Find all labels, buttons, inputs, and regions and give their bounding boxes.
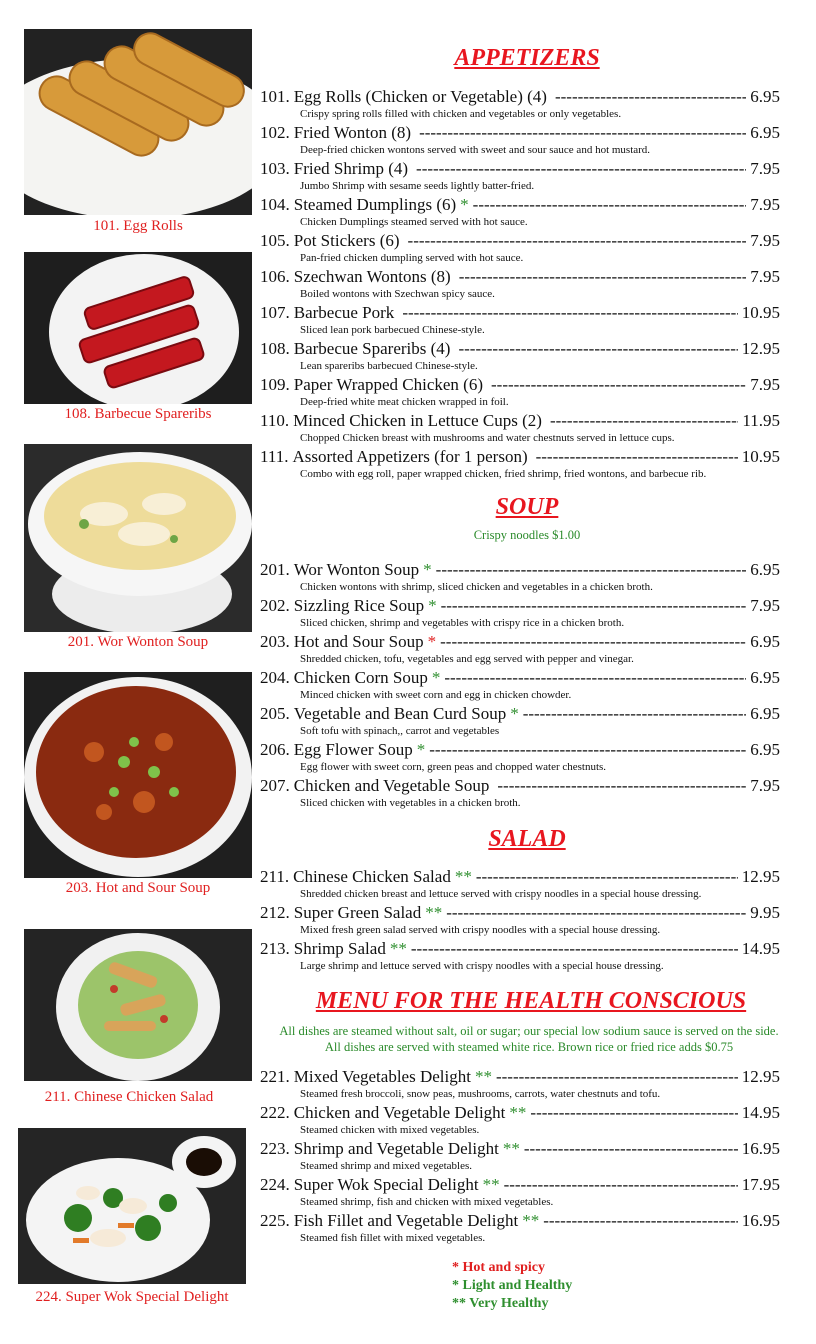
leader-dots: [444, 668, 746, 688]
item-marker: **: [509, 1103, 527, 1122]
menu-item-101: [260, 87, 780, 121]
chinese-chicken-salad-photo: [24, 929, 252, 1081]
menu-item-line: [260, 939, 780, 959]
item-number: 107.: [260, 303, 290, 322]
menu-item-line: [260, 195, 780, 215]
item-name: Vegetable and Bean Curd Soup: [293, 704, 507, 723]
item-marker: **: [482, 1175, 500, 1194]
item-name: Assorted Appetizers (for 1 person): [292, 447, 528, 466]
item-marker: *: [416, 740, 426, 759]
spareribs-photo: [24, 252, 252, 404]
legend-light-healthy: * Light and Healthy: [452, 1278, 573, 1293]
item-price: 6.95: [750, 123, 780, 142]
leader-dots: [496, 1067, 738, 1087]
menu-item-line: [260, 1175, 780, 1195]
leader-dots: [555, 87, 746, 107]
menu-item-106: [260, 267, 780, 301]
menu-item-103: [260, 159, 780, 193]
item-description: Steamed shrimp and mixed vegetables.: [300, 1160, 472, 1172]
leader-dots: [458, 339, 737, 359]
egg-rolls-image: [24, 29, 252, 215]
leader-dots: [504, 1175, 738, 1195]
menu-item-221: [260, 1067, 780, 1101]
item-price: 10.95: [741, 447, 780, 466]
leader-dots: [429, 740, 746, 760]
menu-item-line: [260, 1139, 780, 1159]
menu-item-line: [260, 596, 780, 616]
item-price: 16.95: [741, 1211, 780, 1230]
item-name: Barbecue Spareribs (4): [293, 339, 451, 358]
item-price: 12.95: [741, 339, 780, 358]
item-marker: *: [510, 704, 519, 723]
spareribs-image: [24, 252, 252, 404]
menu-item-225: [260, 1211, 780, 1245]
item-name: Shrimp and Vegetable Delight: [293, 1139, 499, 1158]
leader-dots: [530, 1103, 737, 1123]
item-description: Steamed fresh broccoli, snow peas, mushrooms, carrots, water chestnuts and tofu.: [300, 1088, 661, 1100]
menu-item-line: [260, 1211, 780, 1231]
item-name: Super Wok Special Delight: [293, 1175, 479, 1194]
caption-wor-wonton-soup: 201. Wor Wonton Soup: [67, 634, 209, 650]
item-description: Shredded chicken breast and lettuce served with crispy noodles in a special house dressing.: [300, 888, 702, 900]
item-description: Sliced lean pork barbecued Chinese-style.: [300, 324, 485, 336]
menu-item-line: [260, 447, 780, 467]
item-description: Combo with egg roll, paper wrapped chicken, fried shrimp, fried wontons, and barbecue rib.: [300, 468, 707, 480]
leader-dots: [416, 159, 746, 179]
leader-dots: [419, 123, 746, 143]
item-number: 203.: [260, 632, 290, 651]
item-name: Egg Flower Soup: [293, 740, 413, 759]
menu-item-line: [260, 123, 780, 143]
menu-item-line: [260, 303, 780, 323]
item-description: Lean spareribs barbecued Chinese-style.: [300, 360, 478, 372]
leader-dots: [408, 231, 747, 251]
item-number: 206.: [260, 740, 290, 759]
item-name: Barbecue Pork: [293, 303, 395, 322]
item-number: 101.: [260, 87, 290, 106]
leader-dots: [497, 776, 746, 796]
item-description: Deep-fried chicken wontons served with sweet and sour sauce and hot mustard.: [300, 144, 651, 156]
item-description: Deep-fried white meat chicken wrapped in foil.: [300, 396, 509, 408]
item-number: 201.: [260, 560, 290, 579]
item-description: Crispy spring rolls filled with chicken and vegetables or only vegetables.: [300, 108, 622, 120]
wor-wonton-soup-photo: [24, 444, 252, 632]
item-number: 221.: [260, 1067, 290, 1086]
item-description: Pan-fried chicken dumpling served with hot sauce.: [300, 252, 524, 264]
item-marker: **: [425, 903, 443, 922]
item-marker: **: [502, 1139, 520, 1158]
menu-item-205: [260, 704, 780, 738]
item-price: 7.95: [750, 195, 780, 214]
item-marker: *: [427, 632, 437, 651]
item-number: 111.: [260, 447, 289, 466]
menu-item-line: [260, 231, 780, 251]
item-name: Paper Wrapped Chicken (6): [293, 375, 483, 394]
menu-item-204: [260, 668, 780, 702]
hot-sour-soup-photo: [24, 672, 252, 878]
leader-dots: [446, 903, 746, 923]
menu-item-line: [260, 704, 780, 724]
hot-sour-soup-image: [24, 672, 252, 878]
item-description: Steamed shrimp, fish and chicken with mixed vegetables.: [300, 1196, 554, 1208]
menu-item-104: [260, 195, 780, 229]
item-price: 7.95: [750, 159, 780, 178]
item-price: 6.95: [750, 668, 780, 687]
menu-item-line: [260, 267, 780, 287]
wonton-soup-image: [24, 444, 252, 632]
item-name: Chicken Corn Soup: [293, 668, 428, 687]
menu-item-line: [260, 159, 780, 179]
soup-heading: SOUP: [495, 494, 559, 520]
leader-dots: [476, 867, 738, 887]
item-description: Minced chicken with sweet corn and egg in chicken chowder.: [300, 689, 572, 701]
item-price: 7.95: [750, 231, 780, 250]
caption-super-wok: 224. Super Wok Special Delight: [35, 1289, 229, 1305]
item-description: Shredded chicken, tofu, vegetables and egg served with pepper and vinegar.: [300, 653, 634, 665]
item-price: 7.95: [750, 267, 780, 286]
item-number: 109.: [260, 375, 290, 394]
leader-dots: [402, 303, 737, 323]
item-marker: *: [428, 596, 437, 615]
item-price: 6.95: [750, 704, 780, 723]
menu-item-line: [260, 903, 780, 923]
item-description: Steamed fish fillet with mixed vegetables.: [300, 1232, 486, 1244]
menu-item-line: [260, 740, 780, 760]
item-name: Super Green Salad: [293, 903, 422, 922]
item-number: 225.: [260, 1211, 290, 1230]
item-marker: *: [431, 668, 441, 687]
item-marker: **: [474, 1067, 492, 1086]
caption-hot-sour-soup: 203. Hot and Sour Soup: [65, 880, 211, 896]
item-number: 207.: [260, 776, 290, 795]
menu-item-105: [260, 231, 780, 265]
item-price: 17.95: [741, 1175, 780, 1194]
menu-item-line: [260, 1103, 780, 1123]
item-name: Chinese Chicken Salad: [293, 867, 451, 886]
menu-item-line: [260, 375, 780, 395]
menu-item-line: [260, 1067, 780, 1087]
menu-item-102: [260, 123, 780, 157]
menu-item-line: [260, 867, 780, 887]
item-name: Pot Stickers (6): [293, 231, 400, 250]
item-number: 213.: [260, 939, 290, 958]
menu-item-223: [260, 1139, 780, 1173]
menu-item-line: [260, 776, 780, 796]
item-number: 105.: [260, 231, 290, 250]
menu-item-222: [260, 1103, 780, 1137]
super-wok-image: [18, 1128, 246, 1284]
legend-hot-spicy: * Hot and spicy: [452, 1260, 545, 1275]
menu-item-206: [260, 740, 780, 774]
item-name: Fried Shrimp (4): [293, 159, 409, 178]
item-number: 205.: [260, 704, 290, 723]
item-name: Chicken and Vegetable Soup: [293, 776, 490, 795]
item-marker: **: [522, 1211, 540, 1230]
leader-dots: [436, 560, 747, 580]
menu-item-line: [260, 668, 780, 688]
item-marker: **: [389, 939, 407, 958]
item-number: 222.: [260, 1103, 290, 1122]
menu-item-212: [260, 903, 780, 937]
menu-item-109: [260, 375, 780, 409]
leader-dots: [523, 704, 747, 724]
menu-item-207: [260, 776, 780, 810]
item-price: 6.95: [750, 87, 780, 106]
item-description: Large shrimp and lettuce served with crispy noodles with a special house dressing.: [300, 960, 664, 972]
item-description: Mixed fresh green salad served with crispy noodles with a special house dressing.: [300, 924, 661, 936]
item-marker: *: [423, 560, 432, 579]
item-name: Wor Wonton Soup: [293, 560, 420, 579]
item-description: Chicken Dumplings steamed served with hot sauce.: [300, 216, 528, 228]
leader-dots: [441, 596, 747, 616]
menu-item-107: [260, 303, 780, 337]
item-description: Egg flower with sweet corn, green peas and chopped water chestnuts.: [300, 761, 607, 773]
leader-dots: [524, 1139, 738, 1159]
leader-dots: [550, 411, 738, 431]
item-description: Sliced chicken with vegetables in a chicken broth.: [300, 797, 521, 809]
salad-heading: SALAD: [488, 826, 566, 852]
item-price: 14.95: [741, 1103, 780, 1122]
item-name: Minced Chicken in Lettuce Cups (2): [293, 411, 542, 430]
egg-rolls-photo: [24, 29, 252, 215]
legend-very-healthy: ** Very Healthy: [452, 1296, 549, 1311]
item-name: Steamed Dumplings (6): [293, 195, 457, 214]
item-marker: *: [460, 195, 469, 214]
item-number: 211.: [260, 867, 290, 886]
item-name: Egg Rolls (Chicken or Vegetable) (4): [293, 87, 547, 106]
menu-item-line: [260, 632, 780, 652]
menu-item-line: [260, 560, 780, 580]
item-price: 10.95: [741, 303, 780, 322]
caption-spareribs: 108. Barbecue Spareribs: [64, 406, 212, 422]
menu-item-202: [260, 596, 780, 630]
item-marker: **: [454, 867, 472, 886]
item-price: 11.95: [742, 411, 780, 430]
menu-item-203: [260, 632, 780, 666]
item-price: 7.95: [750, 776, 780, 795]
item-price: 14.95: [741, 939, 780, 958]
health-heading: MENU FOR THE HEALTH CONSCIOUS: [315, 988, 747, 1014]
item-name: Chicken and Vegetable Delight: [293, 1103, 506, 1122]
item-number: 224.: [260, 1175, 290, 1194]
item-description: Chicken wontons with shrimp, sliced chicken and vegetables in a chicken broth.: [300, 581, 653, 593]
health-note: All dishes are steamed without salt, oil or sugar; our special low sodium sauce is served on the side. All dishes are served with steamed white rice. Brown rice or fried rice adds $0.75: [279, 1024, 779, 1054]
leader-dots: [536, 447, 738, 467]
menu-item-211: [260, 867, 780, 901]
item-name: Mixed Vegetables Delight: [293, 1067, 471, 1086]
item-number: 104.: [260, 195, 290, 214]
item-price: 7.95: [750, 375, 780, 394]
menu-item-201: [260, 560, 780, 594]
menu-item-line: [260, 411, 780, 431]
leader-dots: [491, 375, 746, 395]
item-price: 9.95: [750, 903, 780, 922]
item-number: 106.: [260, 267, 290, 286]
caption-egg-rolls: 101. Egg Rolls: [93, 218, 183, 234]
item-description: Soft tofu with spinach,, carrot and vegetables: [300, 725, 500, 737]
item-description: Chopped Chicken breast with mushrooms and water chestnuts served in lettuce cups.: [300, 432, 675, 444]
item-number: 223.: [260, 1139, 290, 1158]
item-name: Shrimp Salad: [293, 939, 386, 958]
menu-item-line: [260, 339, 780, 359]
appetizers-heading: APPETIZERS: [454, 45, 600, 71]
item-name: Fish Fillet and Vegetable Delight: [293, 1211, 519, 1230]
item-price: 6.95: [750, 632, 780, 651]
item-price: 7.95: [750, 596, 780, 615]
item-description: Sliced chicken, shrimp and vegetables with crispy rice in a chicken broth.: [300, 617, 625, 629]
menu-item-line: [260, 87, 780, 107]
super-wok-special-photo: [18, 1128, 246, 1284]
chicken-salad-image: [24, 929, 252, 1081]
menu-item-110: [260, 411, 780, 445]
leader-dots: [411, 939, 738, 959]
item-price: 6.95: [750, 740, 780, 759]
item-price: 12.95: [741, 867, 780, 886]
menu-item-108: [260, 339, 780, 373]
item-name: Fried Wonton (8): [293, 123, 412, 142]
caption-chicken-salad: 211. Chinese Chicken Salad: [44, 1089, 214, 1105]
leader-dots: [459, 267, 747, 287]
item-number: 110.: [260, 411, 290, 430]
item-name: Hot and Sour Soup: [293, 632, 424, 651]
item-number: 103.: [260, 159, 290, 178]
leader-dots: [440, 632, 746, 652]
item-description: Steamed chicken with mixed vegetables.: [300, 1124, 480, 1136]
menu-item-224: [260, 1175, 780, 1209]
item-price: 6.95: [750, 560, 780, 579]
leader-dots: [473, 195, 747, 215]
item-description: Jumbo Shrimp with sesame seeds lightly batter-fried.: [300, 180, 535, 192]
item-name: Sizzling Rice Soup: [293, 596, 425, 615]
item-number: 212.: [260, 903, 290, 922]
menu-item-111: [260, 447, 780, 481]
item-description: Boiled wontons with Szechwan spicy sauce.: [300, 288, 495, 300]
item-price: 16.95: [741, 1139, 780, 1158]
item-number: 108.: [260, 339, 290, 358]
item-price: 12.95: [741, 1067, 780, 1086]
item-number: 202.: [260, 596, 290, 615]
soup-note: Crispy noodles $1.00: [473, 528, 581, 542]
leader-dots: [543, 1211, 738, 1231]
item-number: 102.: [260, 123, 290, 142]
item-number: 204.: [260, 668, 290, 687]
menu-item-213: [260, 939, 780, 973]
item-name: Szechwan Wontons (8): [293, 267, 451, 286]
